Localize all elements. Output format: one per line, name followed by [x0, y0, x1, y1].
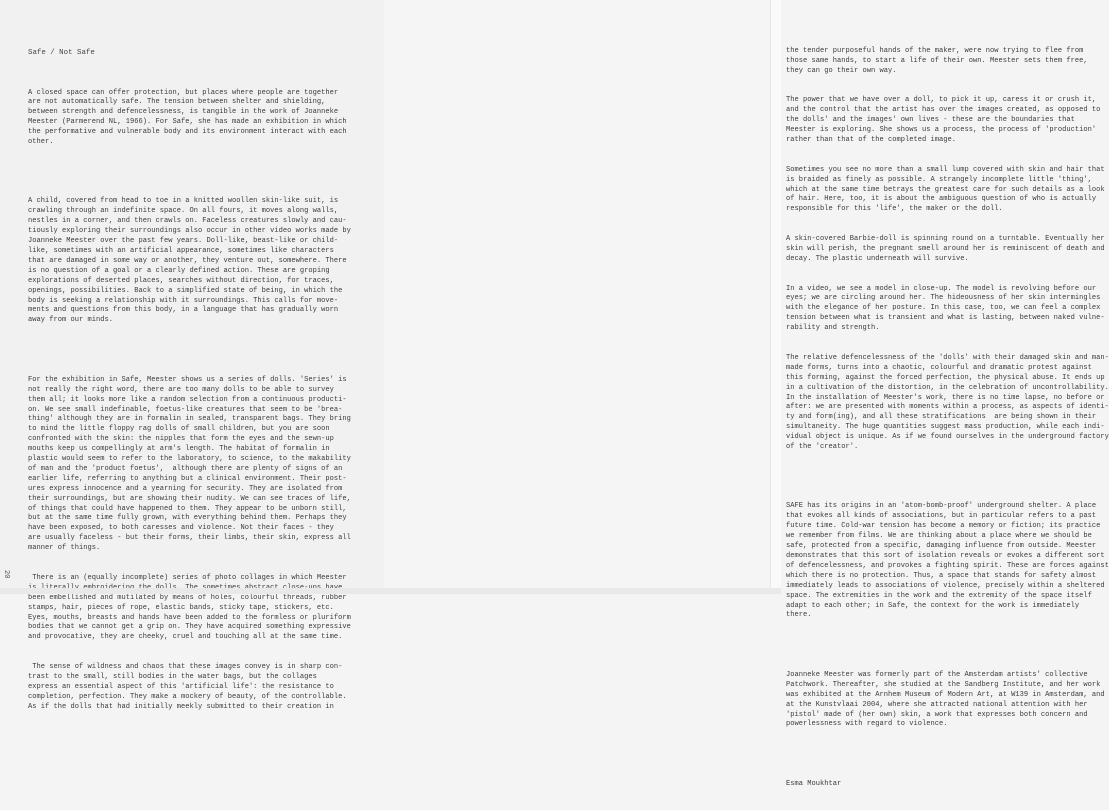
paragraph-dolls: For the exhibition in Safe, Meester shows us a series of dolls. 'Series' is not really the right word, there are too many dolls to be able to survey them all; it looks more like a random selection from a continuous producti- on. We see small indefinable, foetus-like creatures that seem to be 'brea- thing' although they are in formalin in sealed, transparent bags. They bring to mind the little floppy rag dolls of small children, but you are soon confronted with the skin: the nipples that form the eyes and the sewn-up mouths keep us compellingly at arm's length. The habitat of formalin in plastic would seem to refer to the laboratory, to science, to the makability of man and the 'product foetus', although there are plenty of signs of an earlier life, referring to anything but a clinical environment. Their post- ures express innocence and a yearning for security. They are isolated from their surroundings, but are showing their nudity. We can see traces of life, of things that could have happened to them. They appear to be unborn still, but at the same time fully grown, with everything behind them. Perhaps they have been exposed, to both caresses and violence. Not their faces - they are usually faceless - but their forms, their limbs, their skin, express all manner of things. — [28, 375, 351, 553]
paragraph-power: The power that we have over a doll, to pick it up, caress it or crush it, and the control that the artist has over the images created, as opposed to the dolls' and the images' own lives - these are the boundaries that Meester is exploring. She shows us a process, the process of 'production' rather than that of the completed image. — [786, 96, 1101, 144]
page-edge — [770, 0, 781, 594]
paragraph-video-model: In a video, we see a model in close-up. The model is revolving before our eyes; we are circling around her. The hideousness of her skin intermingles with the elegance of her posture. In this case, too, we can feel a complex tension between what is transient and what is lasting, between naked vulne- rability and strength. — [786, 284, 1105, 333]
paragraph-lump: Sometimes you see no more than a small lump covered with skin and hair that is braided as finely as possible. A strangely incomplete little 'thing', which at the same time betrays the greatest care for such details as a look of hair. Here, too, it is about the ambiguous question of who is actually responsible for this 'life', the maker or the doll. — [786, 165, 1105, 214]
paragraph-wildness: The sense of wildness and chaos that these images convey is in sharp con- trast to the small, still bodies in the water bags, but the collages express an essential aspect of this 'artificial life': the resistance to completion, perfection. They make a mockery of beauty, of the controllable. As if the dolls that had initially meekly submitted to their creation in — [28, 663, 347, 711]
paragraph-gap — [786, 750, 1109, 760]
article-title: Safe / Not Safe — [28, 48, 95, 57]
paragraph-defencelessness: The relative defencelessness of the 'dolls' with their damaged skin and man- made forms, turns into a chaotic, colourful and dramatic protest against this forming, against the forced perfection, the physical abuse. It ends up in a cultivation of the distortion, in the celebration of uncontrollability. In the installation of Meester's work, there is no time lapse, no before or after: we are presented with moments within a process, as aspects of identi- ty and form(ing), and all these stratifications are being shown in their simultaneity. The huge quantities suggest mass production, while each indi- vidual object is unique. As if we found ourselves in the underground factory of the 'creator'. — [786, 353, 1109, 452]
paragraph-child-video: A child, covered from head to toe in a knitted woollen skin-like suit, is crawling through an indefinite space. On all fours, it moves along walls, nestles in a corner, and then crawls on. Faceless creatures slowly and cau- tiously exploring their surroundings also occur in other video works made by Joanneke Meester over the past few years. Doll-like, beast-like or child- like, sometimes with an artificial appearance, sometimes like characters that are damaged in some way or another, they venture out, somewhere. There is no question of a goal or a clearly defined action. These are groping explorations of deserted places, searches without direction, for traces, openings, possibilities. Back to a simplified state of being, in which the body is seeking a relationship with it surroundings. This calls for move- ments and questions from this body, in a language that has gradually worn away from our minds. — [28, 197, 351, 325]
paragraph-intro: A closed space can offer protection, but places where people are together are not automatically safe. The tension between shelter and shielding, between strength and defencelessness, is tangible in the work of Joanneke Meester (Parmerend NL, 1966). For Safe, she has made an exhibition in which the performative and vulnerable body and its environment interact with each other. — [28, 88, 347, 147]
bottom-edge — [0, 588, 781, 594]
paragraph-barbie: A skin-covered Barbie-doll is spinning round on a turntable. Eventually her skin will perish, the pregnant smell around her is reminiscent of death and decay. The plastic underneath will survive. — [786, 235, 1105, 263]
paragraph-flee: the tender purposeful hands of the maker, were now trying to flee from those same hands, to start a life of their own. Meester sets them free, they can go their own way. — [786, 46, 1088, 75]
left-column-text — [28, 29, 351, 732]
author-name: Esma Moukhtar — [786, 779, 842, 788]
paragraph-gap — [786, 641, 1109, 651]
paragraph-gap — [28, 168, 351, 178]
paragraph-biography: Joanneke Meester was formerly part of the Amsterdam artists' collective Patchwork. Thereafter, she studied at the Sandberg Institute, and her work was exhibited at the Arnhem Museum of Modern Art, at W139 in Amsterdam, and at the Kunstvlaai 2004, where she attracted national attention with her 'pistol' made of (her own) skin, a work that expresses both concern and powerlessness with regard to violence. — [786, 670, 1105, 729]
paragraph-gap — [28, 346, 351, 356]
left-page — [0, 0, 384, 711]
right-page — [384, 0, 1109, 788]
right-column-text — [786, 27, 1109, 810]
page-number: 20 — [2, 570, 10, 579]
paragraph-shelter: SAFE has its origins in an 'atom-bomb-proof' underground shelter. A place that evokes all kinds of associations, but in particular refers to a past future time. Cold-war tension has become a memory or fiction; its practice we remember from films. We are thinking about a place where we should be safe, protected from a specific, damaging influence from outside. Meester demonstrates that this sort of isolation reveals or evokes a different sort of defencelessness, and provokes a fighting spirit. These are forces against which there is no protection. Thus, a space that stands for safety almost immediately leads to associations of violence, precisely within a sheltered space. The extremities in the work and the extremity of the space itself adapt to each other; in Safe, the context for the work is immediately there. — [786, 502, 1109, 620]
paragraph-gap — [786, 473, 1109, 483]
paragraph-collages: There is an (equally incomplete) series of photo collages in which Meester been embellished and mutilated by means of holes, colourful threads, rubber stamps, hair, pieces of rope, elastic bands, sticky tape, stickers, etc. Eyes, mouths, breasts and hands have been added to the formless or pluriform bodies that we cannot get a grip on. They have acquired something expressive and provocative, they are cheeky, cruel and touching all at the same time. — [28, 573, 351, 642]
